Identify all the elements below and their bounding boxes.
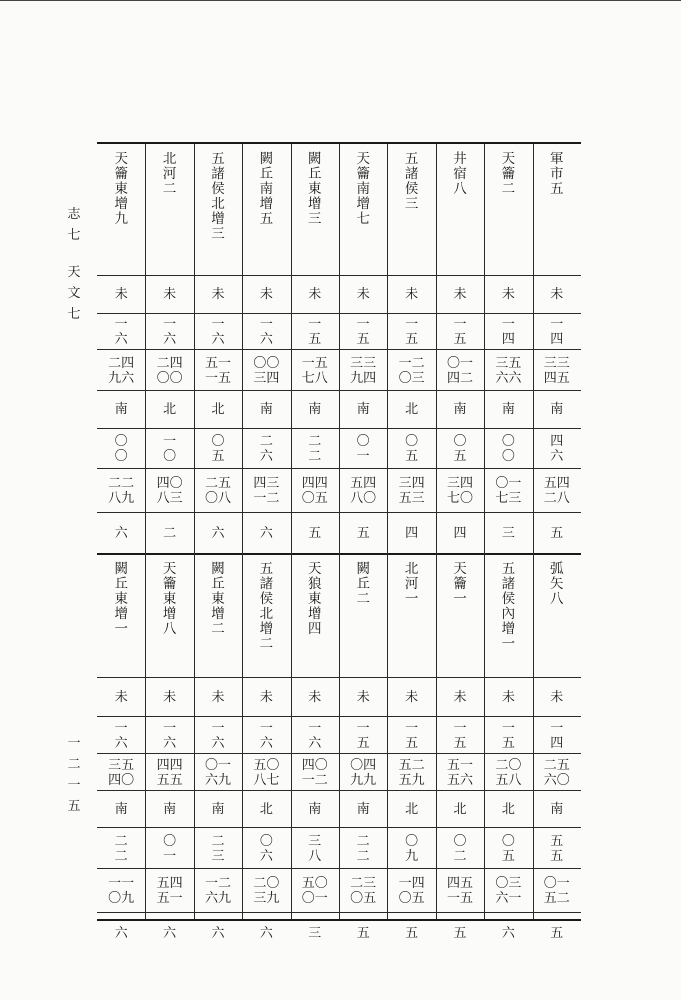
hemisphere-row-cell: 未 xyxy=(453,689,467,705)
distance-row-cell: 〇二 xyxy=(453,833,467,864)
magnitude-row-cell: 五 xyxy=(550,925,564,941)
star-name-cell: 五諸侯北增二 xyxy=(259,561,274,652)
running-head-chapter: 志 七 xyxy=(67,207,81,243)
hemisphere-row-cell: 未 xyxy=(356,689,370,705)
distance-row-cell: 二二 xyxy=(308,434,322,464)
magnitude-row-cell: 四 xyxy=(405,525,419,541)
degree-row-cell: 一六 xyxy=(114,317,128,347)
position-row-cell: 二〇五八 xyxy=(495,757,522,788)
magnitude-row-cell: 二 xyxy=(163,525,177,541)
distance-row-cell: 〇九 xyxy=(405,833,419,864)
coord-row-cell: 三四五三 xyxy=(398,476,425,506)
distance-row-cell: 〇〇 xyxy=(114,434,128,464)
star-name-cell: 闕丘二 xyxy=(356,561,370,607)
hemisphere-row-cell: 未 xyxy=(501,287,515,302)
column-rule xyxy=(484,144,485,919)
hemisphere-row-cell: 未 xyxy=(453,287,467,302)
hemisphere-row-cell: 未 xyxy=(259,287,273,302)
direction-row-cell: 北 xyxy=(453,801,467,817)
degree-row-cell: 一六 xyxy=(211,720,225,751)
hemisphere-row-cell: 未 xyxy=(259,689,273,705)
degree-row-cell: 一五 xyxy=(356,317,370,347)
star-name-cell: 天籥二 xyxy=(501,151,516,197)
degree-row-cell: 一六 xyxy=(308,720,322,751)
magnitude-row-cell: 五 xyxy=(405,925,419,941)
column-rule xyxy=(194,144,195,919)
position-row-cell: 五一五六 xyxy=(446,757,473,788)
distance-row-cell: 〇五 xyxy=(405,434,419,464)
magnitude-row-cell: 五 xyxy=(550,525,564,541)
coord-row-cell: 四〇八三 xyxy=(156,476,183,506)
distance-row-cell: 一〇 xyxy=(163,434,177,464)
column-rule xyxy=(533,144,534,919)
distance-row-cell: 三八 xyxy=(308,833,322,864)
position-row-cell: 四〇一二 xyxy=(301,757,328,788)
hemisphere-row-cell: 未 xyxy=(405,287,419,302)
star-name-cell: 軍市五 xyxy=(550,151,564,197)
magnitude-row-cell: 三 xyxy=(501,525,515,541)
star-name-cell: 五諸侯北增三 xyxy=(211,151,225,242)
degree-row-cell: 一六 xyxy=(114,720,128,751)
magnitude-row-cell: 四 xyxy=(453,525,467,541)
direction-row-cell: 南 xyxy=(453,402,467,417)
position-row-cell: 〇一六九 xyxy=(204,757,231,788)
degree-row-cell: 一五 xyxy=(405,317,419,347)
star-name-cell: 闕丘南增五 xyxy=(259,151,274,227)
coord-row-cell: 一二六九 xyxy=(204,876,231,906)
coord-row-cell: 四三一二 xyxy=(253,476,280,506)
hemisphere-row-cell: 未 xyxy=(405,689,419,705)
distance-row-cell: 二六 xyxy=(259,434,273,464)
star-name-cell: 天籥東增八 xyxy=(162,561,177,637)
position-row-cell: 一五七八 xyxy=(301,355,328,386)
coord-row-cell: 二〇三九 xyxy=(253,876,280,906)
coord-row-cell: 五四五一 xyxy=(156,876,183,906)
magnitude-row-cell: 五 xyxy=(453,925,467,941)
running-head-section: 天 文 七 xyxy=(67,265,81,322)
distance-row-cell: 〇五 xyxy=(501,833,515,864)
position-row-cell: 三五六六 xyxy=(495,355,522,386)
hemisphere-row-cell: 未 xyxy=(163,689,177,705)
star-name-cell: 闕丘東增一 xyxy=(114,561,128,637)
coord-row-cell: 五四八〇 xyxy=(350,476,377,506)
degree-row-cell: 一六 xyxy=(163,720,177,751)
column-rule xyxy=(339,144,340,919)
star-name-cell: 闕丘東增二 xyxy=(211,561,225,637)
direction-row-cell: 南 xyxy=(259,402,273,417)
coord-row-cell: 四四〇五 xyxy=(301,476,328,506)
star-name-cell: 天籥南增七 xyxy=(356,151,370,227)
coord-row-cell: 〇一五二 xyxy=(543,876,570,906)
star-name-cell: 天狼東增四 xyxy=(308,561,322,637)
degree-row-cell: 一五 xyxy=(356,720,370,751)
coord-row-cell: 二三〇五 xyxy=(350,876,377,906)
position-row-cell: 五〇八七 xyxy=(253,757,280,788)
position-row-cell: 四四五五 xyxy=(156,757,183,788)
coord-row-cell: 二五〇八 xyxy=(204,476,231,506)
star-name-cell: 天籥一 xyxy=(453,561,467,607)
direction-row-cell: 北 xyxy=(405,801,419,817)
position-row-cell: 〇〇三四 xyxy=(253,355,280,386)
star-name-cell: 五諸侯內增一 xyxy=(501,561,516,652)
direction-row-cell: 南 xyxy=(356,801,370,817)
hemisphere-row-cell: 未 xyxy=(114,689,128,705)
direction-row-cell: 北 xyxy=(501,801,515,817)
magnitude-row-cell: 六 xyxy=(259,925,273,941)
direction-row-cell: 南 xyxy=(114,402,128,417)
column-rule xyxy=(242,144,243,919)
position-row-cell: 二四九六 xyxy=(108,355,135,386)
distance-row-cell: 二三 xyxy=(211,833,225,864)
coord-row-cell: 二二八九 xyxy=(108,476,135,506)
column-rule xyxy=(436,144,437,919)
star-catalog-table xyxy=(97,142,581,941)
coord-row-cell: 三四七〇 xyxy=(446,476,473,506)
distance-row-cell: 五五 xyxy=(550,833,564,864)
coord-row-cell: 〇三六一 xyxy=(495,876,522,906)
magnitude-row-cell: 六 xyxy=(114,925,128,941)
magnitude-row-cell: 六 xyxy=(259,525,273,541)
position-row-cell: 三三九四 xyxy=(350,355,377,386)
hemisphere-row-cell: 未 xyxy=(114,287,128,302)
magnitude-row-cell: 六 xyxy=(163,925,177,941)
coord-row-cell: 〇一七三 xyxy=(495,476,522,506)
degree-row-cell: 一六 xyxy=(163,317,177,347)
distance-row-cell: 四六 xyxy=(550,434,564,464)
hemisphere-row-cell: 未 xyxy=(163,287,177,302)
hemisphere-row-cell: 未 xyxy=(356,287,370,302)
distance-row-cell: 〇〇 xyxy=(501,434,515,464)
coord-row-cell: 五〇〇一 xyxy=(301,876,328,906)
column-rule xyxy=(291,144,292,919)
magnitude-row-cell: 六 xyxy=(211,925,225,941)
position-row-cell: 三五四〇 xyxy=(108,757,135,788)
page-number: 一 二 一 五 xyxy=(67,736,81,814)
position-row-cell: 一二〇三 xyxy=(398,355,425,386)
coord-row-cell: 五四二八 xyxy=(543,476,570,506)
degree-row-cell: 一五 xyxy=(453,720,467,751)
degree-row-cell: 一五 xyxy=(405,720,419,751)
distance-row-cell: 〇五 xyxy=(211,434,225,464)
star-name-cell: 井宿八 xyxy=(453,151,467,197)
hemisphere-row-cell: 未 xyxy=(211,287,225,302)
degree-row-cell: 一五 xyxy=(501,720,515,751)
direction-row-cell: 南 xyxy=(211,801,225,817)
star-name-cell: 北河二 xyxy=(162,151,177,197)
direction-row-cell: 南 xyxy=(550,402,564,417)
magnitude-row-cell: 五 xyxy=(356,925,370,941)
direction-row-cell: 南 xyxy=(308,801,322,817)
direction-row-cell: 南 xyxy=(163,801,177,817)
column-rule xyxy=(145,144,146,919)
star-name-cell: 五諸侯三 xyxy=(404,151,419,212)
page-top-rule xyxy=(0,0,681,1)
hemisphere-row-cell: 未 xyxy=(211,689,225,705)
direction-row-cell: 北 xyxy=(163,402,177,417)
position-row-cell: 〇一四二 xyxy=(446,355,473,386)
degree-row-cell: 一五 xyxy=(308,317,322,347)
position-row-cell: 二五六〇 xyxy=(543,757,570,788)
direction-row-cell: 北 xyxy=(405,402,419,417)
magnitude-row-cell: 三 xyxy=(308,925,322,941)
distance-row-cell: 〇五 xyxy=(453,434,467,464)
hemisphere-row-cell: 未 xyxy=(308,689,322,705)
position-row-cell: 五二五九 xyxy=(398,757,425,788)
direction-row-cell: 南 xyxy=(114,801,128,817)
position-row-cell: 三三四五 xyxy=(543,355,570,386)
hemisphere-row-cell: 未 xyxy=(550,689,564,705)
magnitude-row-cell: 六 xyxy=(211,525,225,541)
coord-row-cell: 一一〇九 xyxy=(108,876,135,906)
distance-row-cell: 二二 xyxy=(114,833,128,864)
degree-row-cell: 一四 xyxy=(550,720,564,751)
magnitude-row-cell: 六 xyxy=(501,925,515,941)
magnitude-row-cell: 五 xyxy=(308,525,322,541)
direction-row-cell: 南 xyxy=(501,402,515,417)
distance-row-cell: 〇六 xyxy=(259,833,273,864)
direction-row-cell: 南 xyxy=(356,402,370,417)
direction-row-cell: 北 xyxy=(259,801,273,817)
degree-row-cell: 一六 xyxy=(211,317,225,347)
hemisphere-row-cell: 未 xyxy=(501,689,515,705)
hemisphere-row-cell: 未 xyxy=(550,287,564,302)
direction-row-cell: 北 xyxy=(211,402,225,417)
degree-row-cell: 一六 xyxy=(259,317,273,347)
degree-row-cell: 一六 xyxy=(259,720,273,751)
degree-row-cell: 一五 xyxy=(453,317,467,347)
distance-row-cell: 二二 xyxy=(356,833,370,864)
distance-row-cell: 〇一 xyxy=(356,434,370,464)
position-row-cell: 〇四九九 xyxy=(350,757,377,788)
direction-row-cell: 南 xyxy=(550,801,564,817)
position-row-cell: 二四〇〇 xyxy=(156,355,183,386)
direction-row-cell: 南 xyxy=(308,402,322,417)
hemisphere-row-cell: 未 xyxy=(308,287,322,302)
degree-row-cell: 一四 xyxy=(550,317,564,347)
star-name-cell: 北河一 xyxy=(404,561,419,607)
magnitude-row-cell: 六 xyxy=(114,525,128,541)
distance-row-cell: 〇一 xyxy=(163,833,177,864)
coord-row-cell: 四五一五 xyxy=(446,876,473,906)
column-rule xyxy=(387,144,388,919)
star-name-cell: 闕丘東增三 xyxy=(308,151,322,227)
star-name-cell: 弧矢八 xyxy=(550,561,564,607)
magnitude-row-cell: 五 xyxy=(356,525,370,541)
star-name-cell: 天籥東增九 xyxy=(114,151,128,227)
position-row-cell: 五一一五 xyxy=(204,355,231,386)
degree-row-cell: 一四 xyxy=(501,317,515,347)
coord-row-cell: 一四〇五 xyxy=(398,876,425,906)
